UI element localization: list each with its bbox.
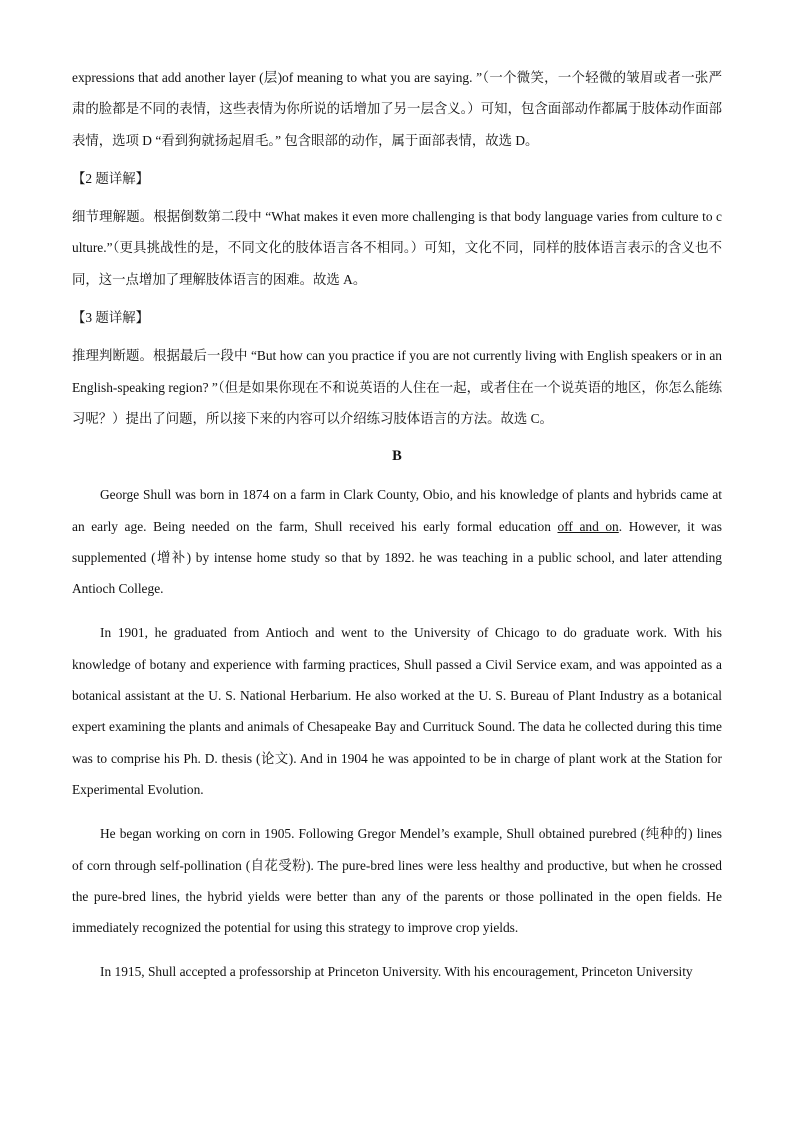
passage-b-paragraph-3: He began working on corn in 1905. Following Gregor Mendel’s example, Shull obtained purebred (纯种的) lines of corn through self-pollination (自花受粉). The pure-bred lines were less healthy and productive, but when he crossed the pure-bred lines, the hybrid yields were better than any of the parents or those pollinated in the open fields. He immediately recognized the potential for using this strategy to improve crop yields. xyxy=(72,826,722,936)
passage-b-paragraph-4: In 1915, Shull accepted a professorship at Princeton University. With his encouragement, Princeton University xyxy=(100,964,693,980)
q2-heading: 【2 题详解】 xyxy=(72,170,149,186)
passage-b-paragraph-2: In 1901, he graduated from Antioch and went to the University of Chicago to do graduate work. With his knowledge of botany and experience with farming practices, Shull passed a Civil Service exam, and was appointed as a botanical assistant at the U. S. National Herbarium. He also worked at the U. S. Bureau of Plant Industry as a botanical expert examining the plants and animals of Chesapeake Bay and Currituck Sound. The data he collected during this time was to comprise his Ph. D. thesis (论文). And in 1904 he was appointed to be in charge of plant work at the Station for Experimental Evolution. xyxy=(72,625,722,797)
q1-explanation-tail: expressions that add another layer (层)of meaning to what you are saying. ”（一个微笑，一个轻微的皱眉或者一张严肃的脸都是不同的表情，这些表情为你所说的话增加了另一层含义。）可知，包含面部动作都属于肢体动作面部表情，选项 D “看到狗就扬起眉毛。” 包含眼部的动作，属于面部表情，故选 D。 xyxy=(72,70,722,148)
q2-explanation: 细节理解题。根据倒数第二段中 “What makes it even more challenging is that body language varies from culture to culture.”（更具挑战性的是，不同文化的肢体语言各不相同。）可知，文化不同，同样的肢体语言表示的含义也不同，这一点增加了理解肢体语言的困难。故选 A。 xyxy=(72,209,722,287)
underlined-phrase: off and on xyxy=(557,518,619,534)
q3-explanation: 推理判断题。根据最后一段中 “But how can you practice if you are not currently living with English speakers or in an English-speaking region? ”（但是如果你现在不和说英语的人住在一起，或者住在一个说英语的地区，你怎么能练习呢？）提出了问题，所以接下来的内容可以介绍练习肢体语言的方法。故选 C。 xyxy=(72,348,722,426)
p1-text-before: George Shull was born in 1874 on a farm in Clark County, Obio, and his knowledge of plants and hybrids came at an early age. Being needed on the farm, Shull received his early formal education xyxy=(72,487,722,534)
passage-b-title: B xyxy=(392,448,402,465)
p1-text-after: . However, it was supplemented (增补) by intense home study so that by 1892. he was teaching in a public school, and later attending Antioch College. xyxy=(72,518,723,597)
passage-b-paragraph-1 xyxy=(72,479,722,604)
q3-heading: 【3 题详解】 xyxy=(72,310,149,326)
document-page xyxy=(72,62,722,988)
